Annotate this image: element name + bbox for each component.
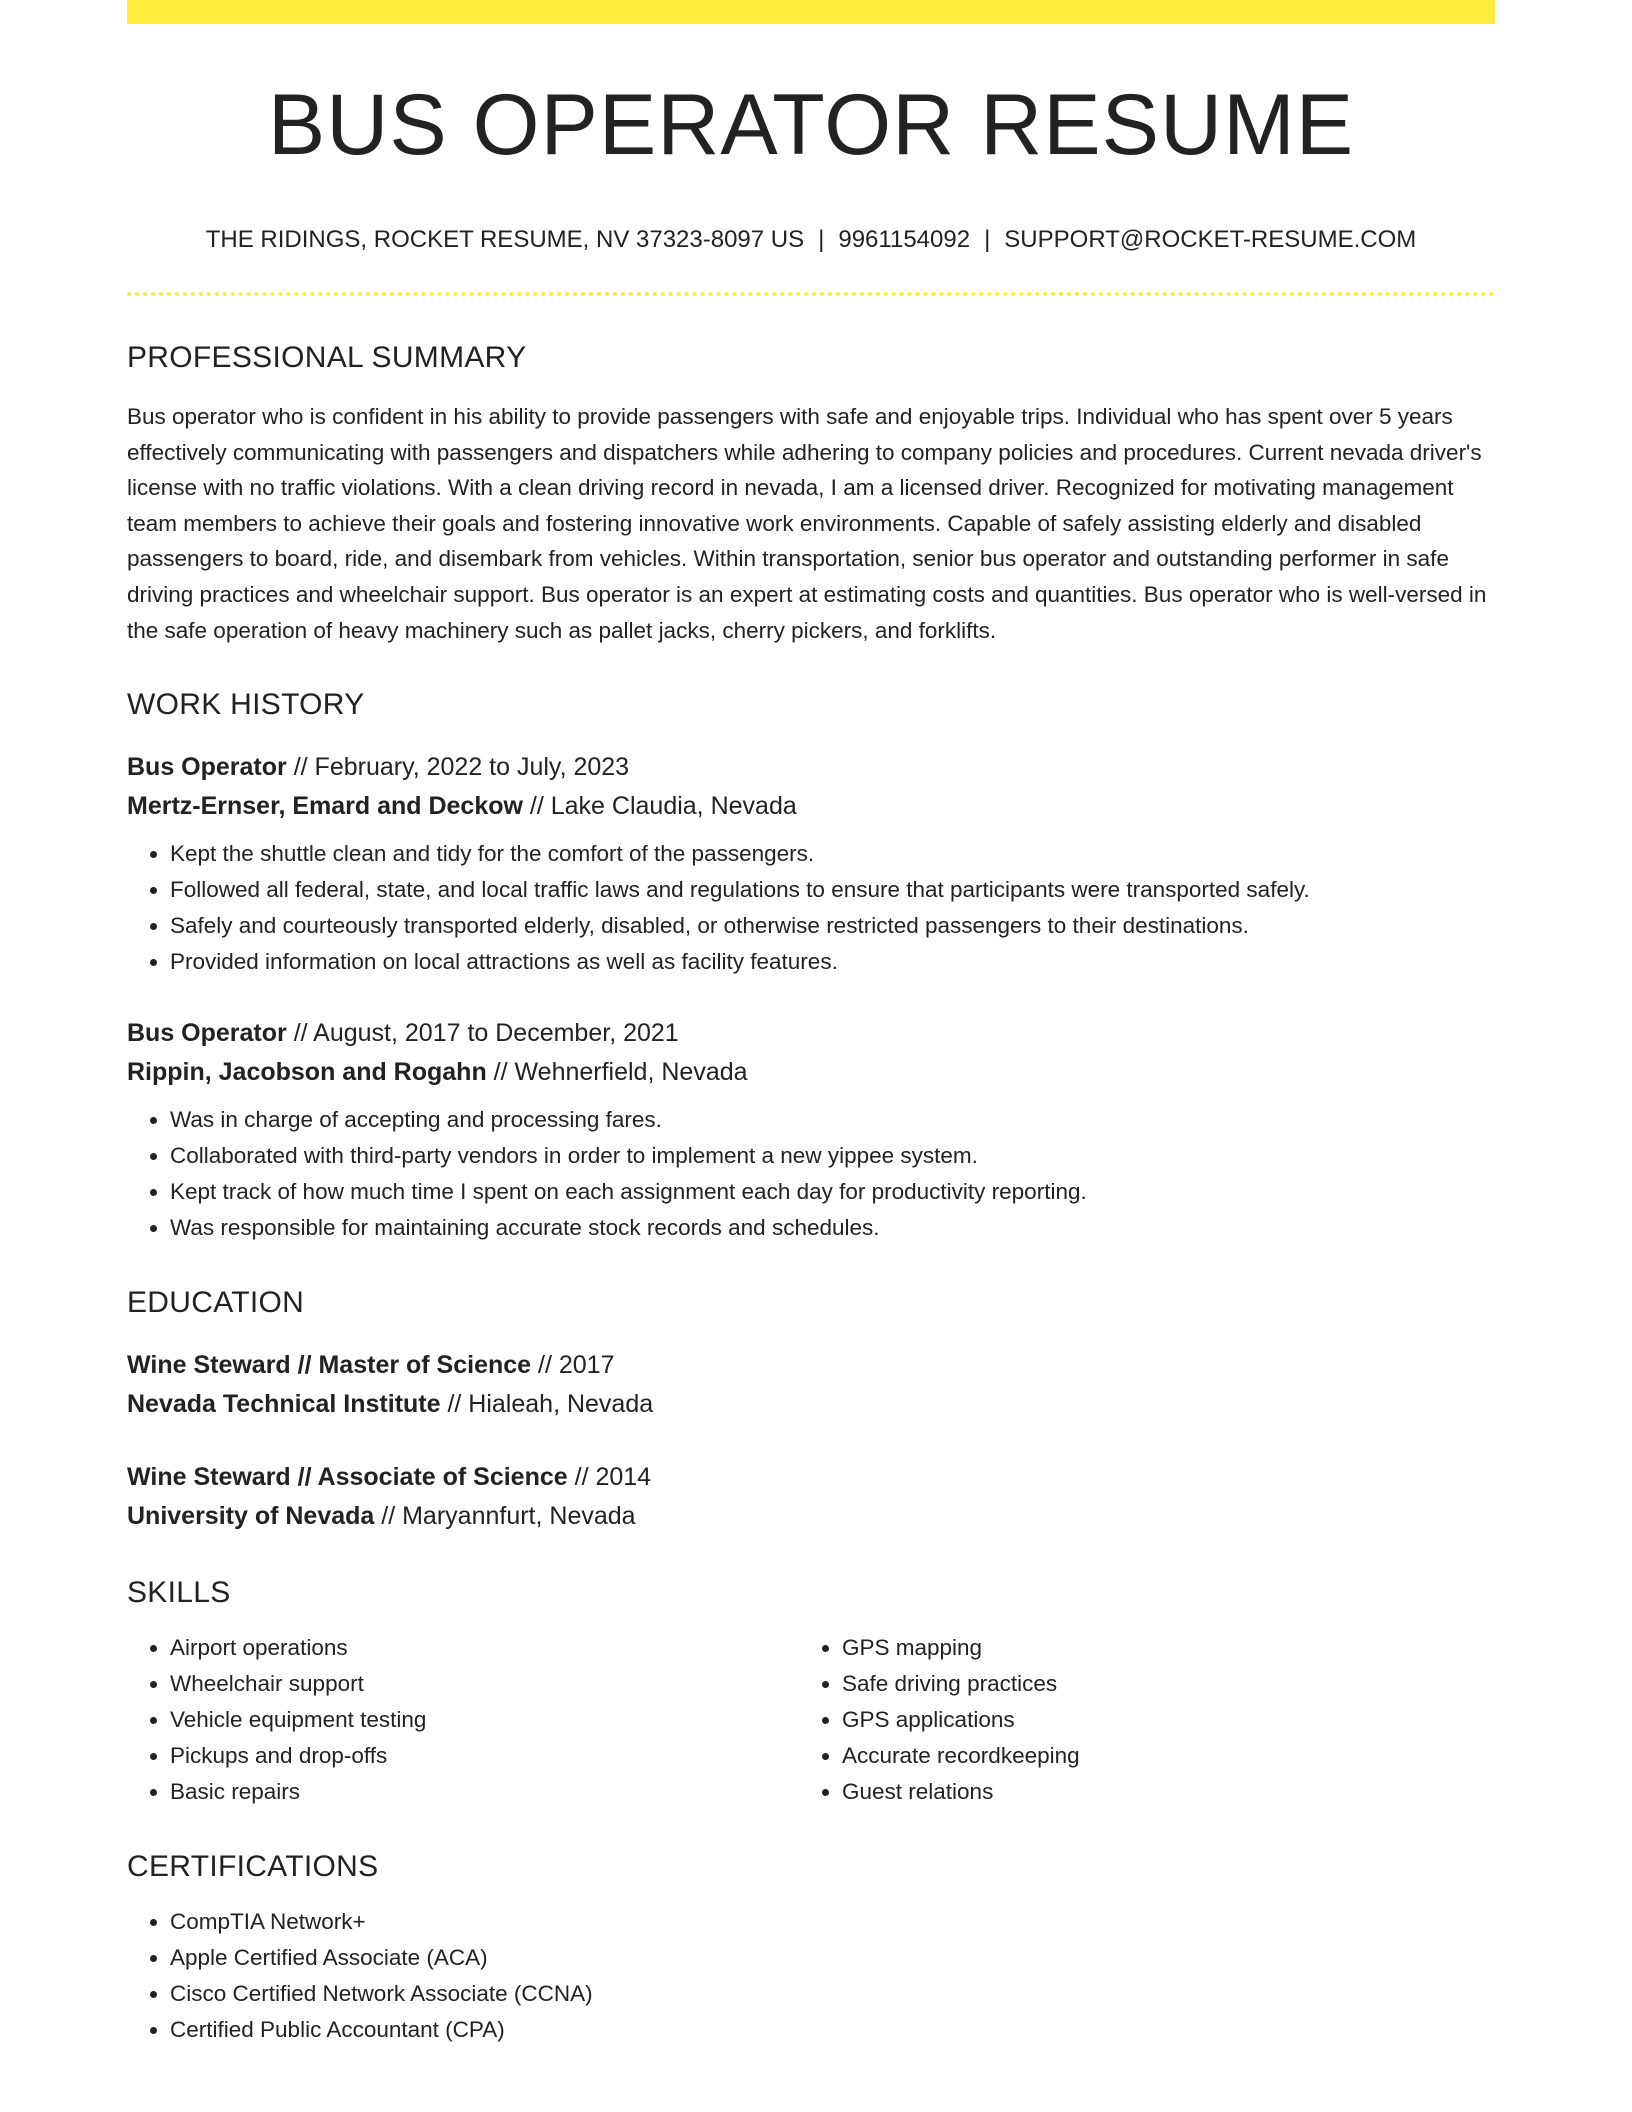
skills-heading: SKILLS <box>127 1576 231 1610</box>
school-line <box>127 1385 1495 1424</box>
list-item: • Kept track of how much time I spent on each assignment each day for productivity reporting. <box>170 1174 1495 1210</box>
list-item: • Provided information on local attractions as well as facility features. <box>170 944 1495 980</box>
school-line <box>127 1497 1495 1536</box>
list-item: • Airport operations <box>170 1630 799 1666</box>
resume-title: BUS OPERATOR RESUME <box>267 77 1355 173</box>
degree-line <box>127 1346 1495 1385</box>
contact-line <box>127 228 1495 252</box>
contact-separator: | <box>818 226 825 253</box>
job-entry <box>127 748 1495 980</box>
education-entry <box>127 1458 1495 1536</box>
certifications-list <box>127 1904 1495 2048</box>
skills-columns <box>127 1630 1495 1810</box>
school-location: // Maryannfurt, Nevada <box>374 1502 636 1531</box>
list-item: • Guest relations <box>842 1774 1471 1810</box>
list-item: • Certified Public Accountant (CPA) <box>170 2012 1495 2048</box>
skills-list-right <box>799 1630 1471 1810</box>
list-item: • CompTIA Network+ <box>170 1904 1495 1940</box>
job-company-line <box>127 1053 1495 1092</box>
degree-year: // 2014 <box>567 1463 652 1492</box>
list-item: • Accurate recordkeeping <box>842 1738 1471 1774</box>
school: Nevada Technical Institute <box>127 1390 441 1419</box>
job-dates: // August, 2017 to December, 2021 <box>286 1019 679 1048</box>
job-dates: // February, 2022 to July, 2023 <box>286 753 630 782</box>
list-item: • Pickups and drop-offs <box>170 1738 799 1774</box>
accent-top-bar <box>127 0 1495 24</box>
list-item: • Was in charge of accepting and processing fares. <box>170 1102 1495 1138</box>
list-item: • GPS applications <box>842 1702 1471 1738</box>
contact-phone: 9961154092 <box>838 226 971 253</box>
job-title: Bus Operator <box>127 753 287 782</box>
list-item: • Vehicle equipment testing <box>170 1702 799 1738</box>
list-item: • GPS mapping <box>842 1630 1471 1666</box>
list-item: • Apple Certified Associate (ACA) <box>170 1940 1495 1976</box>
list-item: • Safe driving practices <box>842 1666 1471 1702</box>
contact-email: SUPPORT@ROCKET-RESUME.COM <box>1004 226 1417 253</box>
degree-year: // 2017 <box>531 1351 615 1380</box>
contact-address: THE RIDINGS, ROCKET RESUME, NV 37323-8097 US <box>205 226 805 253</box>
skills-list-left <box>127 1630 799 1810</box>
school-location: // Hialeah, Nevada <box>440 1390 654 1419</box>
job-location: // Wehnerfield, Nevada <box>486 1058 748 1087</box>
job-company-line <box>127 787 1495 826</box>
job-company: Mertz-Ernser, Emard and Deckow <box>127 792 523 821</box>
degree-line <box>127 1458 1495 1497</box>
summary-text: Bus operator who is confident in his ability to provide passengers with safe and enjoyable trips. Individual who has spent over 5 years effectively communicating with passengers and dispatchers while adhering to company policies and procedures. Current nevada driver's license with no traffic violations. With a clean driving record in nevada, I am a licensed driver. Recognized for motivating management team members to achieve their goals and fostering innovative work environments. Capable of safely assisting elderly and disabled passengers to board, ride, and disembark from vehicles. Within transportation, senior bus operator and outstanding performer in safe driving practices and wheelchair support. Bus operator is an expert at estimating costs and quantities. Bus operator who is well-versed in the safe operation of heavy machinery such as pallet jacks, cherry pickers, and forklifts. <box>127 404 1487 643</box>
job-company: Rippin, Jacobson and Rogahn <box>127 1058 487 1087</box>
job-location: // Lake Claudia, Nevada <box>522 792 797 821</box>
education-entry <box>127 1346 1495 1424</box>
education-heading: EDUCATION <box>127 1286 305 1320</box>
summary-heading: PROFESSIONAL SUMMARY <box>127 341 527 374</box>
resume-page <box>127 0 1495 2048</box>
list-item: • Kept the shuttle clean and tidy for the comfort of the passengers. <box>170 836 1495 872</box>
contact-separator: | <box>984 226 991 253</box>
list-item: • Basic repairs <box>170 1774 799 1810</box>
job-title: Bus Operator <box>127 1019 287 1048</box>
job-bullets <box>127 836 1495 980</box>
work-history-heading: WORK HISTORY <box>127 688 365 722</box>
list-item: • Followed all federal, state, and local traffic laws and regulations to ensure that participants were transported safely. <box>170 872 1495 908</box>
job-title-line <box>127 748 1495 787</box>
school: University of Nevada <box>127 1502 375 1531</box>
list-item: • Cisco Certified Network Associate (CCNA) <box>170 1976 1495 2012</box>
dotted-divider <box>127 292 1495 296</box>
list-item: • Safely and courteously transported elderly, disabled, or otherwise restricted passengers to their destinations. <box>170 908 1495 944</box>
job-bullets <box>127 1102 1495 1246</box>
list-item: • Collaborated with third-party vendors in order to implement a new yippee system. <box>170 1138 1495 1174</box>
list-item: • Was responsible for maintaining accurate stock records and schedules. <box>170 1210 1495 1246</box>
job-title-line <box>127 1014 1495 1053</box>
degree: Wine Steward // Associate of Science <box>127 1463 568 1492</box>
certifications-heading: CERTIFICATIONS <box>127 1850 379 1884</box>
degree: Wine Steward // Master of Science <box>127 1351 532 1380</box>
job-entry <box>127 1014 1495 1246</box>
list-item: • Wheelchair support <box>170 1666 799 1702</box>
